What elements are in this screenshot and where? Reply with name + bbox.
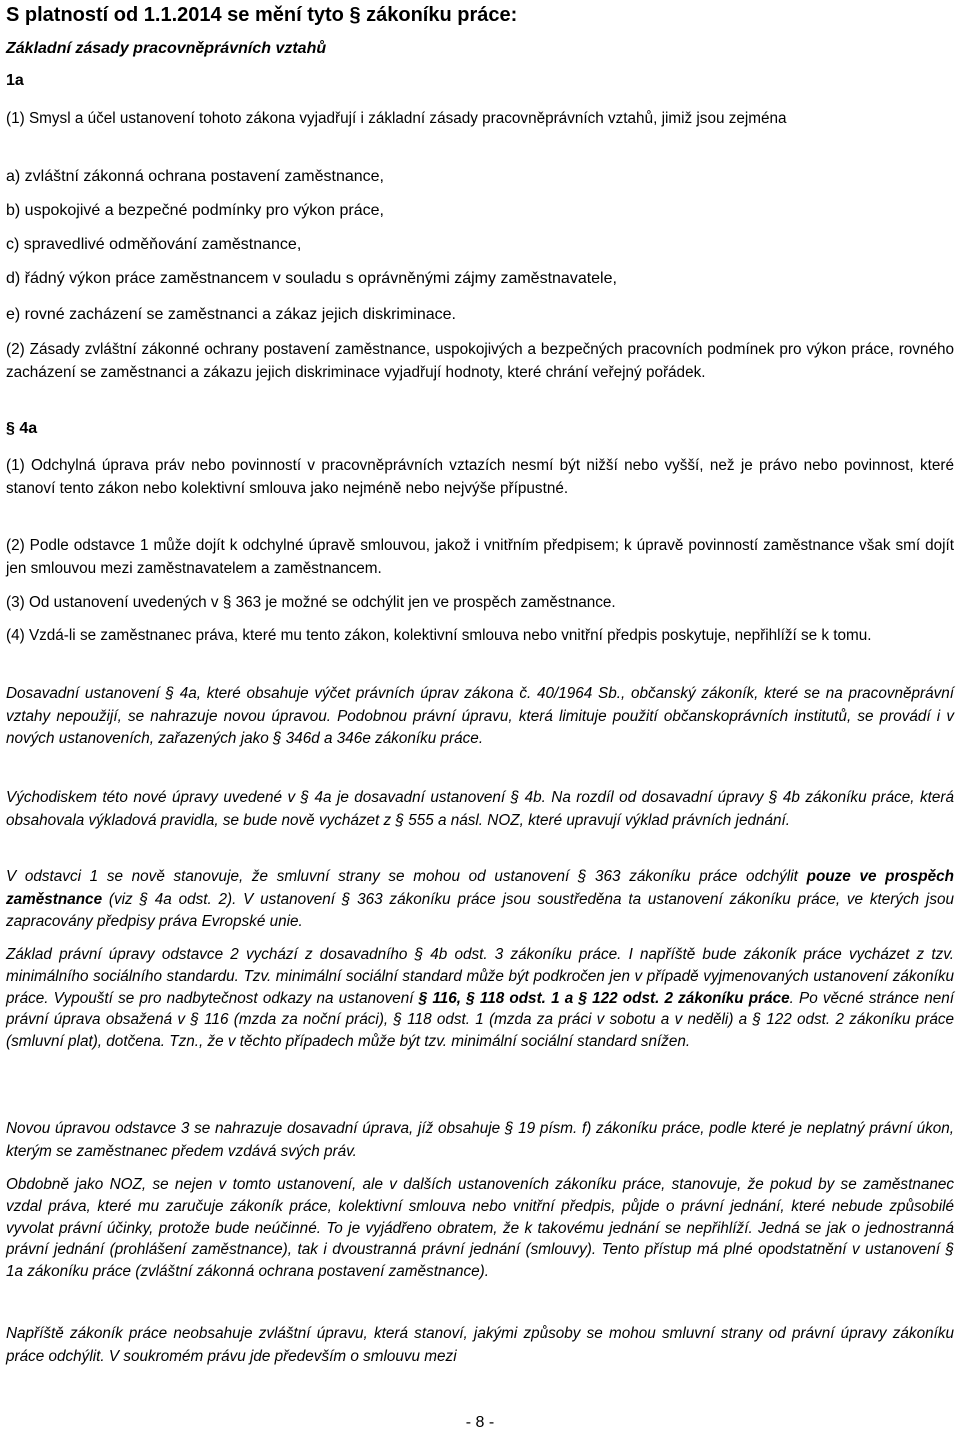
commentary-paragraph-3 bbox=[6, 866, 954, 934]
commentary-paragraph-1: Dosavadní ustanovení § 4a, které obsahuje výčet právních úprav zákona č. 40/1964 Sb., občanský zákoník, které se na pracovněprávní vztahy nepoužijí, se nahrazuje novou úpravou. Podobnou právní úpravu, která limituje použití občanskoprávních institutů, se provádí i v nových ustanoveních, zařazených jako § 346d a 346e zákoníku práce. bbox=[6, 685, 954, 748]
commentary-paragraph-7: Napříště zákoník práce neobsahuje zvláštní úpravu, která stanoví, jakými způsoby se mohou smluvní strany od právní úpravy zákoníku práce odchýlit. V soukromém právu jde především o smlouvu mezi bbox=[6, 1325, 954, 1365]
commentary-paragraph-2: Východiskem této nové úpravy uvedené v § 4a je dosavadní ustanovení § 4b. Na rozdíl od dosavadní úpravy § 4b zákoníku práce, která obsahovala výkladová pravidla, se bude nově vycházet z § 555 a násl. NOZ, které upravují výklad právních jednání. bbox=[6, 789, 954, 829]
commentary-paragraph-6: Obdobně jako NOZ, se nejen v tomto ustanovení, ale v dalších ustanoveních zákoníku práce, stanovuje, že pokud by se zaměstnanec vzdal práva, které mu zaručuje zákoník práce, kolektivní smlouva nebo vnitřní předpis, půjde o právní jednání, které nebude způsobilé vyvolat právní účinky, protože bude neúčinné. To je vyjádřeno obratem, že k takovému jednání se nepřihlíží. Jedná se jak o jednostranná právní jednání (prohlášení zaměstnance), tak i dvoustranná právní jednání (smlouvy). Tento přístup má plné opodstatnění v ustanovení § 1a zákoníku práce (zvláštní zákonná ochrana postavení zaměstnance). bbox=[6, 1176, 954, 1281]
page-title: S platností od 1.1.2014 se mění tyto § zákoníku práce: bbox=[6, 4, 518, 26]
s1a-item-d: d) řádný výkon práce zaměstnancem v souladu s oprávněnými zájmy zaměstnavatele, bbox=[6, 270, 617, 287]
s4a-paragraph-2: (2) Podle odstavce 1 může dojít k odchylné úpravě smlouvou, jakož i vnitřním předpisem; k úpravě povinností zaměstnance však smí dojít jen smlouvou mezi zaměstnavatelem a zaměstnancem. bbox=[6, 537, 954, 577]
commentary-4-text-b: . Po věcné stránce není právní úprava obsažená v § 116 (mzda za noční práci), § 118 odst. 1 (mzda za práci v sobotu a v neděli) a § 122 odst. 2 zákoníku práce (smluvní plat), dotčena. Tzn., že v těchto případech může být tzv. minimální sociální standard snížen. bbox=[6, 989, 954, 1051]
commentary-4-text-a: Základ právní úpravy odstavce 2 vychází z dosavadního § 4b odst. 3 zákoníku práce. I napříště bude zákoník práce vycházet z tzv. minimálního sociálního standardu. Tzv. minimální sociální standard může být podkročen jen v případě vyjmenovaných ustanovení zákoníku práce. Vypouští se pro nadbytečnost odkazy na ustanovení bbox=[6, 946, 954, 1007]
commentary-3-emphasis: pouze ve prospěch zaměstnance bbox=[6, 868, 954, 908]
s1a-item-c: c) spravedlivé odměňování zaměstnance, bbox=[6, 236, 302, 253]
commentary-paragraph-5: Novou úpravou odstavce 3 se nahrazuje dosavadní úprava, jíž obsahuje § 19 písm. f) zákoníku práce, podle které je neplatný právní úkon, kterým se zaměstnanec předem vzdává svých práv. bbox=[6, 1120, 954, 1160]
commentary-paragraph-4 bbox=[6, 944, 954, 1053]
s4a-paragraph-3: (3) Od ustanovení uvedených v § 363 je možné se odchýlit jen ve prospěch zaměstnance. bbox=[6, 594, 616, 611]
page-number: - 8 - bbox=[465, 1414, 495, 1431]
s1a-paragraph-1: (1) Smysl a účel ustanovení tohoto zákona vyjadřují i základní zásady pracovněprávních vztahů, jimiž jsou zejména bbox=[6, 110, 787, 127]
commentary-3-text-b: (viz § 4a odst. 2). V ustanovení § 363 zákoníku práce jsou soustředěna ta ustanovení zákoníku práce, ve kterých jsou zapracovány předpisy práva Evropské unie. bbox=[6, 890, 954, 931]
commentary-3-text-a: V odstavci 1 se nově stanovuje, že smluvní strany se mohou od ustanovení § 363 zákoníku práce odchýlit bbox=[6, 868, 807, 885]
commentary-4-emphasis: § 116, § 118 odst. 1 a § 122 odst. 2 zákoníku práce bbox=[418, 989, 790, 1007]
section-4a-heading: § 4a bbox=[6, 420, 38, 437]
s1a-item-e: e) rovné zacházení se zaměstnanci a zákaz jejich diskriminace. bbox=[6, 306, 456, 323]
section-subtitle: Základní zásady pracovněprávních vztahů bbox=[6, 40, 327, 57]
s4a-paragraph-1: (1) Odchylná úprava práv nebo povinností v pracovněprávních vztazích nesmí být nižší nebo vyšší, než je právo nebo povinnost, které stanoví tento zákon nebo kolektivní smlouva jako nejméně nebo nejvýše přípustné. bbox=[6, 457, 954, 497]
section-1a-heading: 1a bbox=[6, 72, 24, 89]
s1a-paragraph-2: (2) Zásady zvláštní zákonné ochrany postavení zaměstnance, uspokojivých a bezpečných pracovních podmínek pro výkon práce, rovného zacházení se zaměstnanci a zákazu jejich diskriminace vyjadřují hodnoty, které chrání veřejný pořádek. bbox=[6, 341, 954, 381]
s1a-item-a: a) zvláštní zákonná ochrana postavení zaměstnance, bbox=[6, 168, 384, 185]
s4a-paragraph-4: (4) Vzdá-li se zaměstnanec práva, které mu tento zákon, kolektivní smlouva nebo vnitřní předpis poskytuje, nepřihlíží se k tomu. bbox=[6, 627, 872, 644]
s1a-item-b: b) uspokojivé a bezpečné podmínky pro výkon práce, bbox=[6, 202, 384, 219]
